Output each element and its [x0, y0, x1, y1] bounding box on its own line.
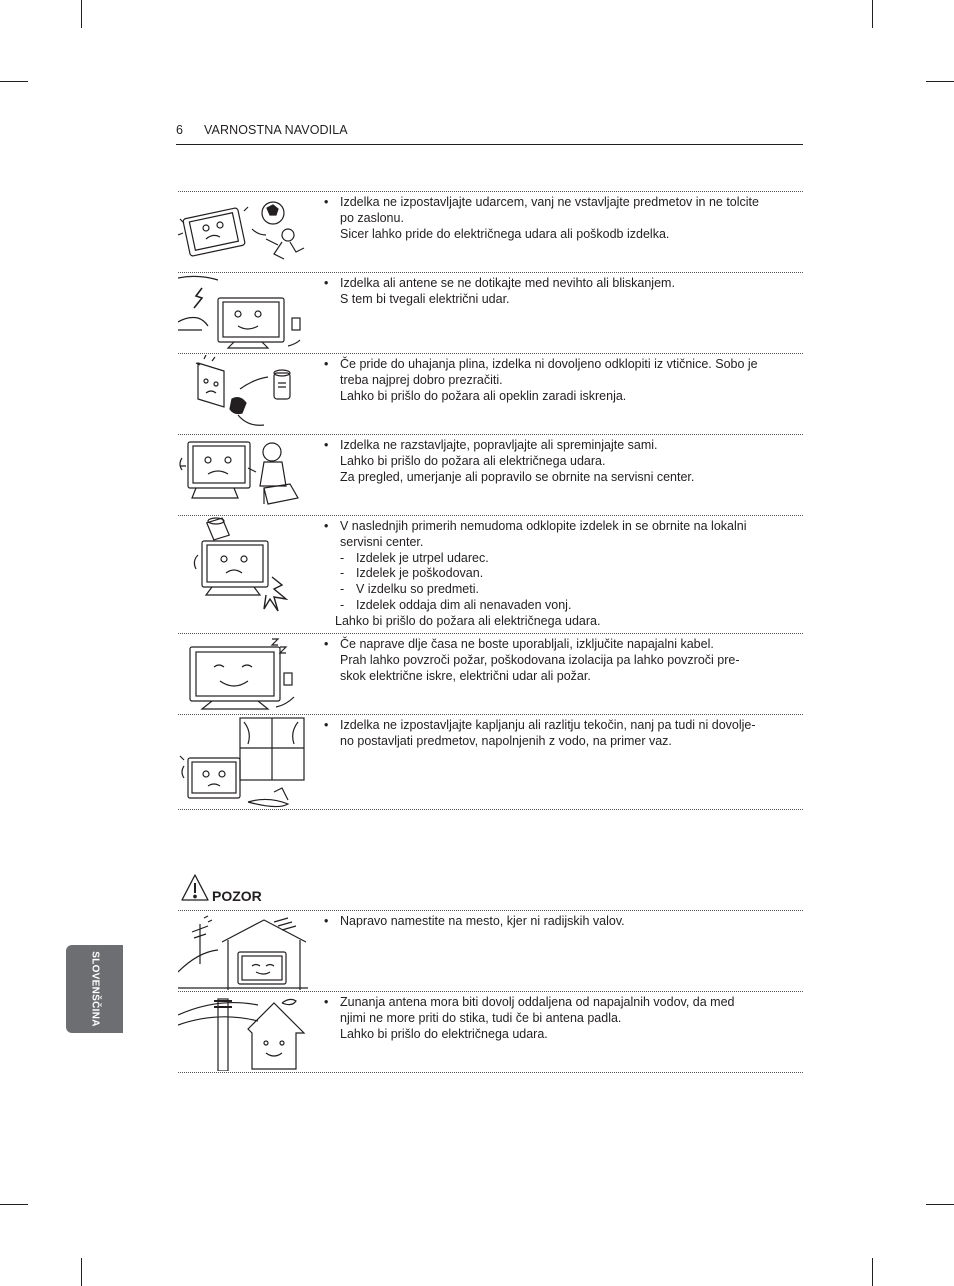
list-item [324, 598, 787, 614]
crop-mark [0, 1204, 28, 1205]
gas-leak-outlet-icon [178, 355, 308, 433]
list-item: • Če naprave dlje časa ne boste uporabljali, izključite napajalni kabel. [324, 637, 787, 653]
warning-row [178, 633, 803, 714]
warning-text [324, 276, 787, 308]
sub-item-text: V izdelku so predmeti. [356, 582, 479, 597]
crop-mark [872, 0, 873, 28]
caution-row [178, 991, 803, 1073]
warning-row [178, 714, 803, 810]
warning-triangle-icon [180, 873, 210, 906]
dash-marker: - [340, 566, 345, 581]
list-item: njimi ne more priti do stika, tudi če bi antena padla. [340, 1010, 622, 1025]
sub-item-text: Izdelek oddaja dim ali nenavaden vonj. [356, 597, 572, 612]
warning-row [178, 272, 803, 353]
list-item: • Napravo namestite na mesto, kjer ni radijskih valov. [324, 914, 787, 930]
list-item [324, 582, 787, 598]
crop-mark [926, 1204, 954, 1205]
crop-mark [81, 1258, 82, 1286]
warning-row [178, 515, 803, 633]
list-item: Lahko bi prišlo do požara ali električnega udara. [335, 613, 601, 628]
warning-text [324, 637, 787, 684]
house-radio-waves-icon [178, 912, 308, 990]
list-item: • V naslednjih primerih nemudoma odklopite izdelek in se obrnite na lokalni [324, 519, 787, 535]
list-item: no postavljati predmetov, napolnjenih z vodo, na primer vaz. [340, 733, 672, 748]
list-item: Za pregled, umerjanje ali popravilo se obrnite na servisni center. [340, 469, 695, 484]
crop-mark [926, 81, 954, 82]
warning-row [178, 353, 803, 434]
sub-item-text: Izdelek je poškodovan. [356, 566, 484, 581]
damaged-tv-smoke-icon [178, 517, 308, 617]
caution-row [178, 910, 803, 991]
list-item: treba najprej dobro prezračiti. [340, 372, 503, 387]
dash-marker: - [340, 597, 345, 612]
list-item: • Izdelka ne razstavljajte, popravljajte ali spreminjajte sami. [324, 438, 787, 454]
caution-label: POZOR [212, 888, 262, 904]
sleeping-tv-unplugged-icon [178, 635, 308, 713]
list-item: po zaslonu. [340, 210, 404, 225]
warning-text [324, 357, 787, 404]
crop-mark [872, 1258, 873, 1286]
section-title: VARNOSTNA NAVODILA [204, 123, 348, 137]
tv-water-vase-icon [178, 716, 308, 808]
warning-text [324, 519, 787, 630]
caution-text [324, 995, 787, 1042]
caution-heading [180, 873, 380, 905]
warning-list [178, 191, 803, 810]
crop-mark [81, 0, 82, 28]
list-item: • Izdelka ali antene se ne dotikajte med nevihto ali bliskanjem. [324, 276, 787, 292]
tv-hit-by-ball-icon [178, 193, 308, 271]
antenna-power-line-icon [178, 993, 308, 1071]
lightning-storm-tv-icon [178, 274, 308, 352]
tv-disassembly-icon [178, 436, 308, 514]
language-tab-label: SLOVENŠČINA [89, 951, 100, 1027]
list-item: • Če pride do uhajanja plina, izdelka ni dovoljeno odklopiti iz vtičnice. Sobo je [324, 357, 787, 373]
dash-marker: - [340, 550, 345, 565]
list-item: • Izdelka ne izpostavljajte udarcem, vanj ne vstavljajte predmetov in ne tolcite [324, 195, 787, 211]
dash-marker: - [340, 582, 345, 597]
warning-text [324, 718, 787, 750]
language-tab [66, 945, 123, 1033]
list-item: Sicer lahko pride do električnega udara ali poškodb izdelka. [340, 226, 670, 241]
caution-list [178, 910, 803, 1073]
warning-row [178, 434, 803, 515]
list-item: Lahko bi prišlo do požara ali opeklin zaradi iskrenja. [340, 388, 627, 403]
list-item: • Izdelka ne izpostavljajte kapljanju ali razlitju tekočin, nanj pa tudi ni dovolje- [324, 718, 787, 734]
page-header [176, 122, 803, 145]
warning-row [178, 191, 803, 272]
list-item [324, 551, 787, 567]
list-item: • Zunanja antena mora biti dovolj oddaljena od napajalnih vodov, da med [324, 995, 787, 1011]
caution-text [324, 914, 787, 930]
warning-text [324, 195, 787, 242]
list-item: servisni center. [340, 534, 424, 549]
sub-item-text: Izdelek je utrpel udarec. [356, 550, 489, 565]
list-item: Lahko bi prišlo do požara ali električnega udara. [340, 453, 606, 468]
page-number: 6 [176, 123, 183, 137]
list-item [324, 566, 787, 582]
list-item: skok električne iskre, električni udar ali požar. [340, 668, 591, 683]
crop-mark [0, 81, 28, 82]
warning-text [324, 438, 787, 485]
list-item: Lahko bi prišlo do električnega udara. [340, 1026, 548, 1041]
list-item: S tem bi tvegali električni udar. [340, 291, 510, 306]
list-item: Prah lahko povzroči požar, poškodovana izolacija pa lahko povzroči pre- [340, 652, 740, 667]
